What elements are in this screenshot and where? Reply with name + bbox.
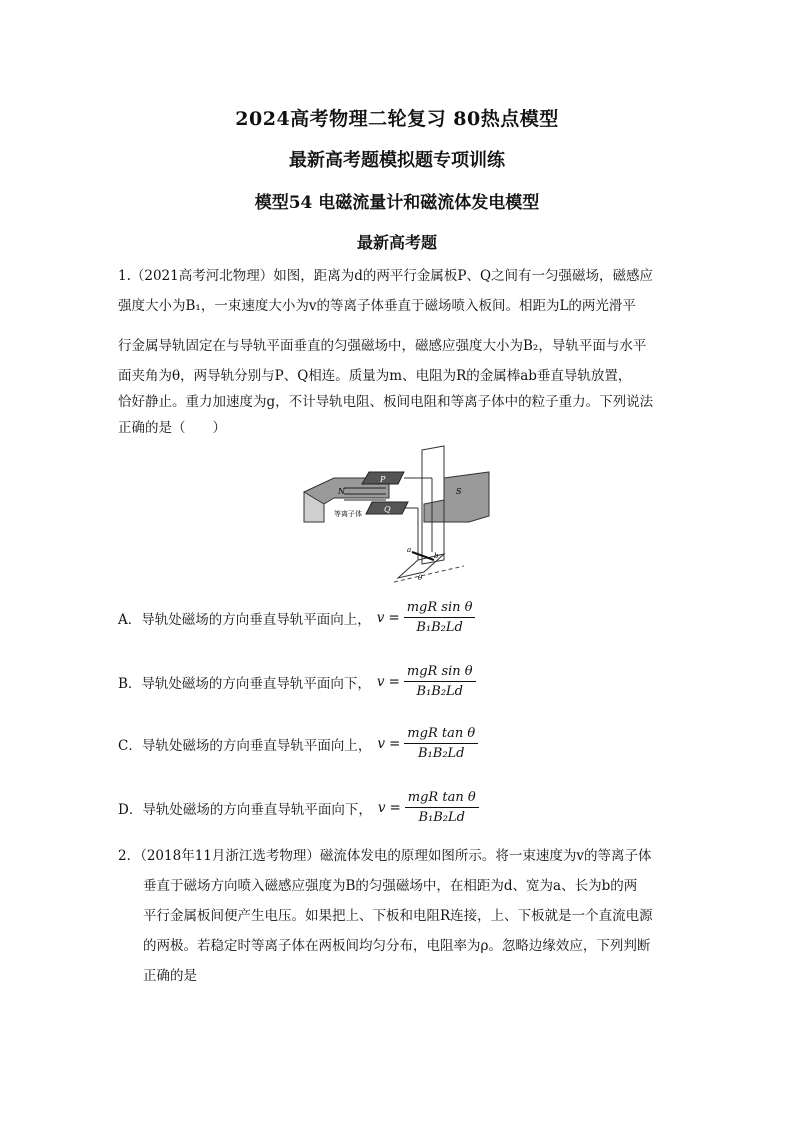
q2-line-5: 正确的是 [143,968,197,984]
label-n: N [338,487,345,496]
option-d-formula [405,790,479,825]
q1-line-3: 行金属导轨固定在与导轨平面垂直的匀强磁场中，磁感应强度大小为B₂，导轨平面与水平 [118,338,647,354]
section-heading: 最新高考题 [356,233,437,252]
option-b[interactable]: B．导轨处磁场的方向垂直导轨平面向下， v = $\frac{\text{mgR sin θ}}{\text{B₁B₂Ld}}$ [118,664,476,699]
option-d-var: v [377,799,386,816]
option-c-numerator: mgR tan θ [404,726,478,744]
option-a-text: A．导轨处磁场的方向垂直导轨平面向上， [118,611,371,628]
option-c[interactable]: C．导轨处磁场的方向垂直导轨平面向上， v = $\frac{\text{mgR tan θ}}{\text{B₁B₂Ld}}$ [118,726,478,761]
option-c-var: v [377,735,385,752]
option-c-text: C．导轨处磁场的方向垂直导轨平面向上， [118,737,372,754]
q2-line-3: 平行金属板间便产生电压。如果把上、下板和电阻R连接，上、下板就是一个直流电源 [143,908,653,924]
q1-line-1: 1.（2021高考河北物理）如图，距离为d的两平行金属板P、Q之间有一匀强磁场，磁感应 [118,268,654,284]
option-c-formula [404,726,478,761]
option-d-text: D．导轨处磁场的方向垂直导轨平面向下， [118,801,372,818]
q1-line-4: 面夹角为θ，两导轨分别与P、Q相连。质量为m、电阻为R的金属棒ab垂直导轨放置， [118,368,632,384]
model-title: 模型54 电磁流量计和磁流体发电模型 [254,193,540,213]
q1-line-5: 恰好静止。重力加速度为g，不计导轨电阻、板间电阻和等离子体中的粒子重力。下列说法 [118,394,654,410]
q2-line-1: 2．（2018年11月浙江选考物理）磁流体发电的原理如图所示。将一束速度为v的等离子体 [118,848,652,864]
label-b: b [434,552,439,560]
label-p: P [380,475,386,484]
option-d-numerator: mgR tan θ [405,790,479,808]
q2-line-2: 垂直于磁场方向喷入磁感应强度为B的匀强磁场中，在相距为d、宽为a、长为b的两 [143,878,638,894]
label-a: a [407,546,412,554]
document-title: 2024高考物理二轮复习 80热点模型 [235,108,559,130]
option-a[interactable]: A．导轨处磁场的方向垂直导轨平面向上， v = $\frac{\text{mgR sin θ}}{\text{B₁B₂Ld}}$ [118,600,475,635]
option-d[interactable]: D．导轨处磁场的方向垂直导轨平面向下， v = $\frac{\text{mgR tan θ}}{\text{B₁B₂Ld}}$ [118,790,479,825]
document-subtitle: 最新高考题模拟题专项训练 [289,150,505,171]
option-c-denominator: B₁B₂Ld [418,746,465,761]
option-d-denominator: B₁B₂Ld [418,810,465,825]
option-b-var: v [376,673,385,690]
option-b-formula [404,664,476,699]
plasma-generator-figure [294,442,500,588]
option-b-text: B．导轨处磁场的方向垂直导轨平面向下， [118,675,371,692]
option-b-numerator: mgR sin θ [404,664,476,682]
option-a-numerator: mgR sin θ [404,600,476,618]
option-b-denominator: B₁B₂Ld [416,684,463,699]
q1-line-6: 正确的是（ ） [118,420,226,436]
option-a-formula [404,600,476,635]
label-theta: θ [418,574,423,582]
q1-line-2: 强度大小为B₁，一束速度大小为v的等离子体垂直于磁场喷入板间。相距为L的两光滑平 [118,298,636,314]
option-a-denominator: B₁B₂Ld [416,620,463,635]
option-a-var: v [376,609,385,626]
q2-line-4: 的两极。若稳定时等离子体在两板间均匀分布，电阻率为ρ。忽略边缘效应，下列判断 [143,938,651,954]
label-plasma: 等离子体 [334,510,362,518]
label-s: S [456,487,462,496]
label-q: Q [384,505,391,514]
